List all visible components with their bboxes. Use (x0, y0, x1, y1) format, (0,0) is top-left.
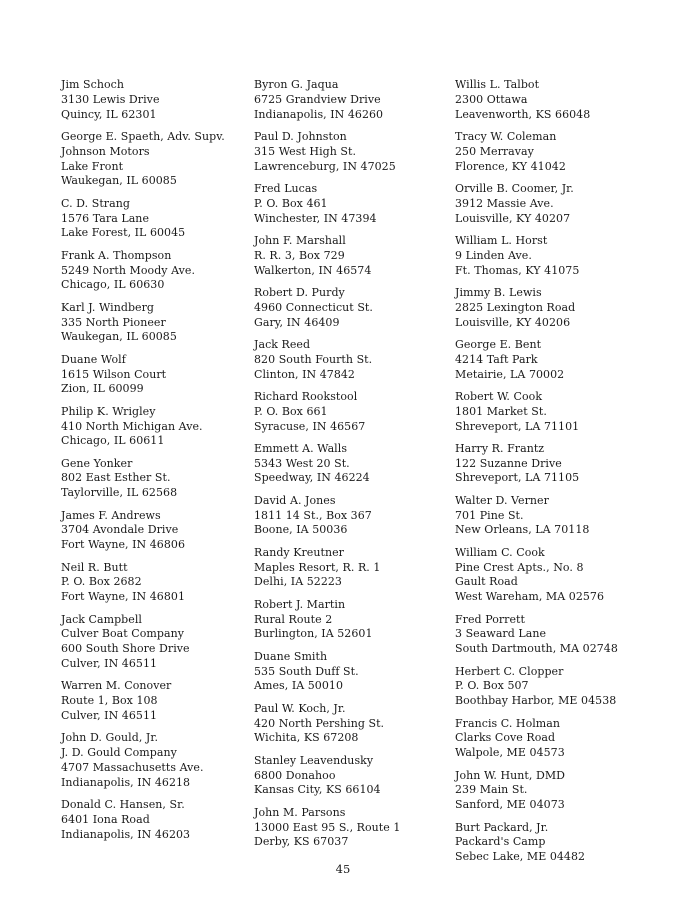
entry-name: David A. Jones (254, 493, 336, 507)
address-entry (254, 702, 449, 746)
entry-address-line: 535 South Duff St. (254, 664, 359, 678)
entry-name: Paul W. Koch, Jr. (254, 701, 346, 715)
entry-address-line: 6725 Grandview Drive (254, 92, 381, 106)
entry-address-line: Waukegan, IL 60085 (61, 330, 177, 344)
address-entry (254, 338, 449, 382)
entry-name: John D. Gould, Jr. (61, 731, 159, 745)
entry-name: Jack Reed (254, 337, 311, 351)
entry-name: Orville B. Coomer, Jr. (455, 181, 574, 195)
entry-name: Jimmy B. Lewis (455, 285, 542, 299)
entry-address-line: R. R. 3, Box 729 (254, 248, 345, 262)
entry-address-line: 5249 North Moody Ave. (61, 263, 196, 277)
entry-address-line: Ames, IA 50010 (254, 679, 344, 693)
address-entry (61, 509, 246, 553)
entry-name: Paul D. Johnston (254, 129, 347, 143)
entry-address-line: 315 West High St. (254, 144, 357, 158)
entry-name: Warren M. Conover (61, 679, 172, 693)
entry-name: John W. Hunt, DMD (455, 768, 566, 782)
address-entry (61, 405, 246, 449)
entry-address-line: 410 North Michigan Ave. (61, 419, 203, 433)
entry-address-line: Quincy, IL 62301 (61, 107, 157, 121)
entry-address-line: Lake Forest, IL 60045 (61, 226, 186, 240)
address-entry (455, 234, 655, 278)
entry-name: Tracy W. Coleman (455, 129, 557, 143)
entry-address-line: Lake Front (61, 159, 124, 173)
address-entry (61, 798, 246, 842)
address-entry (61, 731, 246, 790)
entry-address-line: 250 Merravay (455, 144, 534, 158)
entry-address-line: Winchester, IN 47394 (254, 211, 377, 225)
address-entry (254, 78, 449, 122)
entry-address-line: Pine Crest Apts., No. 8 (455, 560, 584, 574)
address-entry (254, 754, 449, 798)
entry-address-line: 820 South Fourth St. (254, 352, 373, 366)
address-entry (455, 717, 655, 761)
entry-address-line: Clinton, IN 47842 (254, 367, 355, 381)
address-entry (254, 650, 449, 694)
entry-address-line: Shreveport, LA 71105 (455, 471, 580, 485)
entry-name: George E. Spaeth, Adv. Supv. (61, 129, 225, 143)
address-column-2 (254, 78, 449, 858)
entry-address-line: Gault Road (455, 575, 518, 589)
entry-name: Neil R. Butt (61, 560, 128, 574)
entry-name: Herbert C. Clopper (455, 664, 564, 678)
entry-name: Jack Campbell (61, 612, 142, 626)
entry-address-line: Culver, IN 46511 (61, 657, 158, 671)
address-entry (455, 494, 655, 538)
address-entry (455, 769, 655, 813)
entry-address-line: P. O. Box 461 (254, 196, 328, 210)
address-entry (254, 390, 449, 434)
entry-name: Burt Packard, Jr. (455, 820, 549, 834)
entry-address-line: Indianapolis, IN 46260 (254, 107, 384, 121)
entry-address-line: 600 South Shore Drive (61, 642, 190, 656)
address-entry (455, 130, 655, 174)
page-number: 45 (335, 862, 351, 876)
entry-address-line: 2300 Ottawa (455, 92, 528, 106)
address-entry (455, 613, 655, 657)
entry-address-line: Chicago, IL 60611 (61, 434, 165, 448)
address-entry (61, 679, 246, 723)
entry-address-line: Kansas City, KS 66104 (254, 783, 381, 797)
address-entry (455, 442, 655, 486)
address-entry (61, 613, 246, 672)
entry-address-line: Waukegan, IL 60085 (61, 174, 177, 188)
entry-address-line: 2825 Lexington Road (455, 300, 576, 314)
entry-name: Stanley Leavendusky (254, 753, 374, 767)
entry-name: Emmett A. Walls (254, 441, 348, 455)
entry-address-line: 6800 Donahoo (254, 768, 336, 782)
entry-address-line: Sanford, ME 04073 (455, 798, 565, 812)
entry-address-line: Walpole, ME 04573 (455, 746, 565, 760)
entry-address-line: West Wareham, MA 02576 (455, 590, 605, 604)
entry-address-line: J. D. Gould Company (61, 746, 177, 760)
entry-address-line: 1801 Market St. (455, 404, 547, 418)
entry-name: Richard Rookstool (254, 389, 358, 403)
entry-name: William C. Cook (455, 545, 545, 559)
entry-address-line: 1615 Wilson Court (61, 367, 167, 381)
entry-address-line: 13000 East 95 S., Route 1 (254, 820, 401, 834)
address-entry (455, 78, 655, 122)
entry-name: Jim Schoch (61, 78, 125, 91)
entry-address-line: 701 Pine St. (455, 508, 524, 522)
entry-address-line: Shreveport, LA 71101 (455, 419, 580, 433)
entry-address-line: P. O. Box 507 (455, 679, 529, 693)
entry-address-line: 6401 Iona Road (61, 812, 150, 826)
entry-name: George E. Bent (455, 337, 542, 351)
entry-name: Duane Wolf (61, 352, 126, 366)
address-entry (61, 353, 246, 397)
entry-name: James F. Andrews (61, 508, 161, 522)
entry-address-line: Culver Boat Company (61, 627, 184, 641)
entry-address-line: 420 North Pershing St. (254, 716, 385, 730)
entry-address-line: 239 Main St. (455, 783, 528, 797)
entry-address-line: 4960 Connecticut St. (254, 300, 373, 314)
entry-address-line: Indianapolis, IN 46203 (61, 827, 191, 841)
entry-address-line: Boone, IA 50036 (254, 523, 348, 537)
entry-address-line: Wichita, KS 67208 (254, 731, 359, 745)
entry-address-line: Maples Resort, R. R. 1 (254, 560, 381, 574)
entry-address-line: Leavenworth, KS 66048 (455, 107, 591, 121)
entry-name: Robert J. Martin (254, 597, 346, 611)
entry-name: Walter D. Verner (455, 493, 549, 507)
address-entry (455, 821, 655, 865)
entry-address-line: Derby, KS 67037 (254, 835, 349, 849)
entry-address-line: Florence, KY 41042 (455, 159, 566, 173)
entry-address-line: Louisville, KY 40207 (455, 211, 571, 225)
address-entry (61, 249, 246, 293)
entry-address-line: Walkerton, IN 46574 (254, 263, 372, 277)
entry-address-line: 5343 West 20 St. (254, 456, 350, 470)
entry-address-line: 802 East Esther St. (61, 471, 171, 485)
entry-address-line: South Dartmouth, MA 02748 (455, 642, 618, 656)
address-entry (254, 546, 449, 590)
entry-name: Donald C. Hansen, Sr. (61, 798, 185, 812)
address-entry (254, 286, 449, 330)
entry-address-line: Burlington, IA 52601 (254, 627, 373, 641)
entry-address-line: 3 Seaward Lane (455, 627, 547, 641)
entry-name: Randy Kreutner (254, 545, 344, 559)
entry-name: Gene Yonker (61, 456, 133, 470)
address-entry (61, 301, 246, 345)
address-entry (254, 182, 449, 226)
entry-name: John M. Parsons (254, 805, 346, 819)
entry-address-line: Clarks Cove Road (455, 731, 556, 745)
entry-address-line: Sebec Lake, ME 04482 (455, 850, 586, 864)
entry-address-line: Fort Wayne, IN 46806 (61, 538, 185, 552)
address-entry (254, 442, 449, 486)
entry-address-line: Delhi, IA 52223 (254, 575, 342, 589)
entry-address-line: Zion, IL 60099 (61, 382, 144, 396)
entry-address-line: Louisville, KY 40206 (455, 315, 571, 329)
entry-name: Byron G. Jaqua (254, 78, 339, 91)
entry-name: Francis C. Holman (455, 716, 561, 730)
entry-address-line: 1576 Tara Lane (61, 211, 150, 225)
entry-name: Frank A. Thompson (61, 248, 172, 262)
entry-address-line: Metairie, LA 70002 (455, 367, 565, 381)
entry-address-line: Fort Wayne, IN 46801 (61, 590, 185, 604)
entry-address-line: Boothbay Harbor, ME 04538 (455, 694, 617, 708)
entry-address-line: Ft. Thomas, KY 41075 (455, 263, 580, 277)
address-entry (455, 665, 655, 709)
entry-name: Robert W. Cook (455, 389, 543, 403)
address-entry (455, 390, 655, 434)
entry-name: Harry R. Frantz (455, 441, 545, 455)
entry-address-line: 9 Linden Ave. (455, 248, 532, 262)
address-entry (254, 806, 449, 850)
entry-name: Duane Smith (254, 649, 328, 663)
entry-address-line: Speedway, IN 46224 (254, 471, 370, 485)
address-entry (61, 197, 246, 241)
entry-name: Robert D. Purdy (254, 285, 345, 299)
entry-name: Fred Porrett (455, 612, 525, 626)
entry-address-line: Johnson Motors (61, 144, 150, 158)
entry-address-line: 3704 Avondale Drive (61, 523, 179, 537)
entry-address-line: Gary, IN 46409 (254, 315, 340, 329)
entry-name: William L. Horst (455, 233, 548, 247)
address-entry (254, 130, 449, 174)
address-column-1 (61, 78, 246, 850)
address-entry (61, 561, 246, 605)
entry-name: C. D. Strang (61, 196, 130, 210)
entry-address-line: Route 1, Box 108 (61, 694, 158, 708)
entry-address-line: 335 North Pioneer (61, 315, 166, 329)
entry-name: Willis L. Talbot (455, 78, 540, 91)
entry-address-line: Taylorville, IL 62568 (61, 486, 178, 500)
entry-address-line: Lawrenceburg, IN 47025 (254, 159, 396, 173)
entry-address-line: Rural Route 2 (254, 612, 333, 626)
entry-address-line: P. O. Box 661 (254, 404, 328, 418)
entry-address-line: Culver, IN 46511 (61, 709, 158, 723)
address-entry (455, 286, 655, 330)
address-entry (455, 338, 655, 382)
entry-name: Philip K. Wrigley (61, 404, 156, 418)
entry-address-line: 122 Suzanne Drive (455, 456, 562, 470)
entry-address-line: New Orleans, LA 70118 (455, 523, 590, 537)
address-entry (254, 598, 449, 642)
entry-address-line: Packard's Camp (455, 835, 546, 849)
address-column-3 (455, 78, 655, 873)
entry-address-line: 3912 Massie Ave. (455, 196, 554, 210)
address-entry (61, 130, 246, 189)
address-entry (254, 234, 449, 278)
entry-name: Karl J. Windberg (61, 300, 155, 314)
entry-name: Fred Lucas (254, 181, 318, 195)
entry-address-line: Chicago, IL 60630 (61, 278, 165, 292)
address-entry (455, 182, 655, 226)
address-entry (61, 78, 246, 122)
entry-address-line: Indianapolis, IN 46218 (61, 775, 191, 789)
entry-address-line: Syracuse, IN 46567 (254, 419, 366, 433)
address-entry (254, 494, 449, 538)
address-entry (455, 546, 655, 605)
entry-address-line: 4707 Massachusetts Ave. (61, 761, 204, 774)
address-entry (61, 457, 246, 501)
entry-name: John F. Marshall (254, 233, 346, 247)
entry-address-line: 4214 Taft Park (455, 352, 538, 366)
entry-address-line: 3130 Lewis Drive (61, 92, 160, 106)
entry-address-line: 1811 14 St., Box 367 (254, 508, 372, 522)
entry-address-line: P. O. Box 2682 (61, 575, 142, 589)
